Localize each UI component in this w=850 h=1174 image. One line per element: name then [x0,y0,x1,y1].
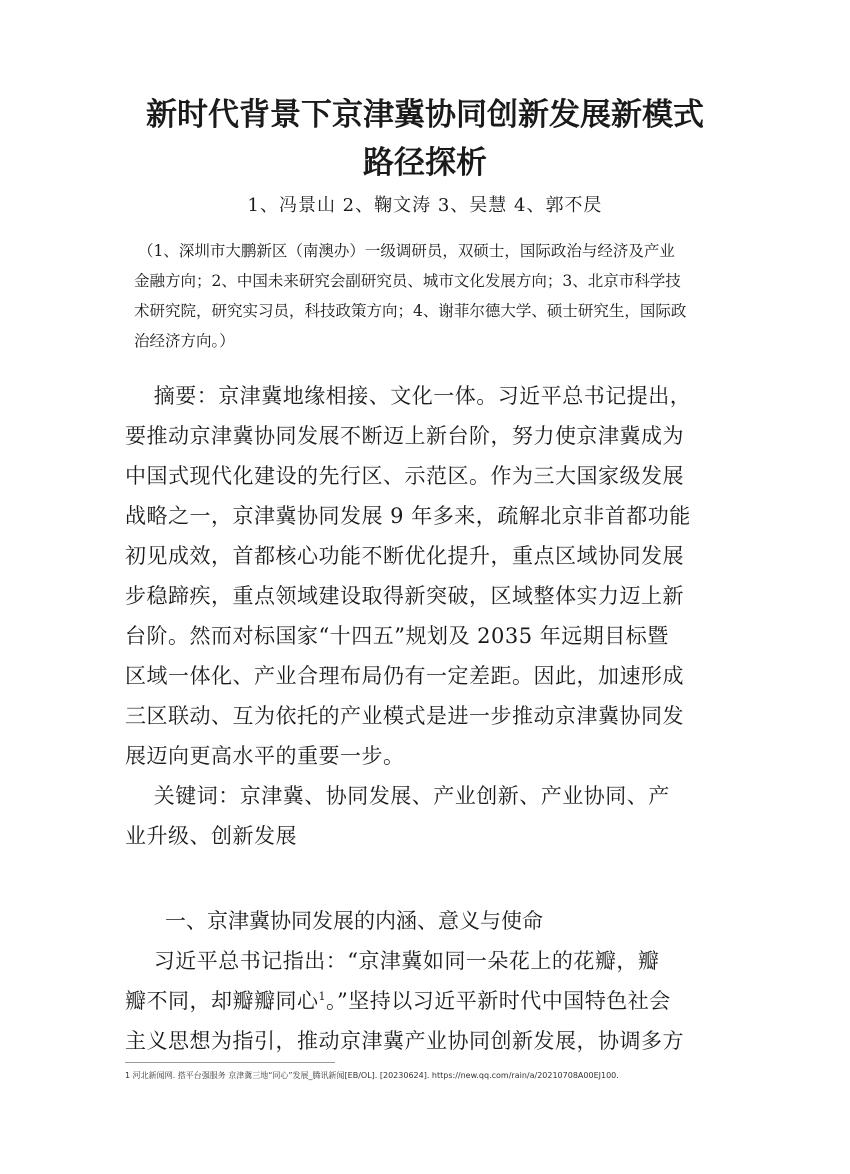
section-heading: 一、京津冀协同发展的内涵、意义与使命 [165,909,543,933]
abstract-line-8: 区域一体化、产业合理布局仍有一定差距。因此，加速形成 [125,664,684,688]
keywords-line-1: 关键词：京津冀、协同发展、产业创新、产业协同、产 [125,784,670,808]
abstract-line-7: 台阶。然而对标国家“十四五”规划及 2035 年远期目标暨 [125,624,669,648]
footnote-divider [125,1062,335,1063]
keywords-line-2: 业升级、创新发展 [125,824,297,848]
abstract-line-10: 展迈向更高水平的重要一步。 [125,744,405,768]
section-body-line-2 [125,981,725,1021]
section-body-line-2-part-b: 。”坚持以习近平新时代中国特色社会 [326,989,671,1013]
paper-title-line-2: 路径探析 [363,145,487,181]
affiliation-line-2: 金融方向；2、中国未来研究会副研究员、城市文化发展方向；3、北京市科学技 [134,272,681,290]
affiliation-line-1: （1、深圳市大鹏新区（南澳办）一级调研员，双硕士，国际政治与经济及产业 [138,242,675,260]
abstract-line-9: 三区联动、互为依托的产业模式是进一步推动京津冀协同发 [125,704,684,728]
abstract-line-6: 步稳蹄疾，重点领域建设取得新突破，区域整体实力迈上新 [125,584,684,608]
abstract-line-5: 初见成效，首都核心功能不断优化提升，重点区域协同发展 [125,544,684,568]
footnote-reference[interactable]: 1 [318,990,326,1003]
author-list: 1、冯景山 2、鞠文涛 3、吴慧 4、郭不昃 [247,195,603,216]
footnote-text: 1 河北新闻网. 搭平台强服务 京津冀三地“同心”发展_腾讯新闻[EB/OL]. [20230624]. https://new.qq.com/rain/a/20210708A00EJ100. [125,1071,619,1080]
section-body-line-1: 习近平总书记指出：“京津冀如同一朵花上的花瓣，瓣 [125,949,660,973]
section-body-line-2-part-a: 瓣不同，却瓣瓣同心 [125,989,319,1013]
abstract-line-4: 战略之一，京津冀协同发展 9 年多来，疏解北京非首都功能 [125,504,691,528]
affiliation-line-4: 治经济方向。） [134,332,235,350]
abstract-line-3: 中国式现代化建设的先行区、示范区。作为三大国家级发展 [125,464,684,488]
affiliation-line-3: 术研究院，研究实习员，科技政策方向；4、谢菲尔德大学、硕士研究生，国际政 [134,302,687,320]
paper-title-line-1: 新时代背景下京津冀协同创新发展新模式 [146,97,704,133]
abstract-line-2: 要推动京津冀协同发展不断迈上新台阶，努力使京津冀成为 [125,424,684,448]
abstract-line-1: 摘要：京津冀地缘相接、文化一体。习近平总书记提出， [125,384,692,408]
section-body-line-3: 主义思想为指引，推动京津冀产业协同创新发展，协调多方 [125,1029,684,1053]
